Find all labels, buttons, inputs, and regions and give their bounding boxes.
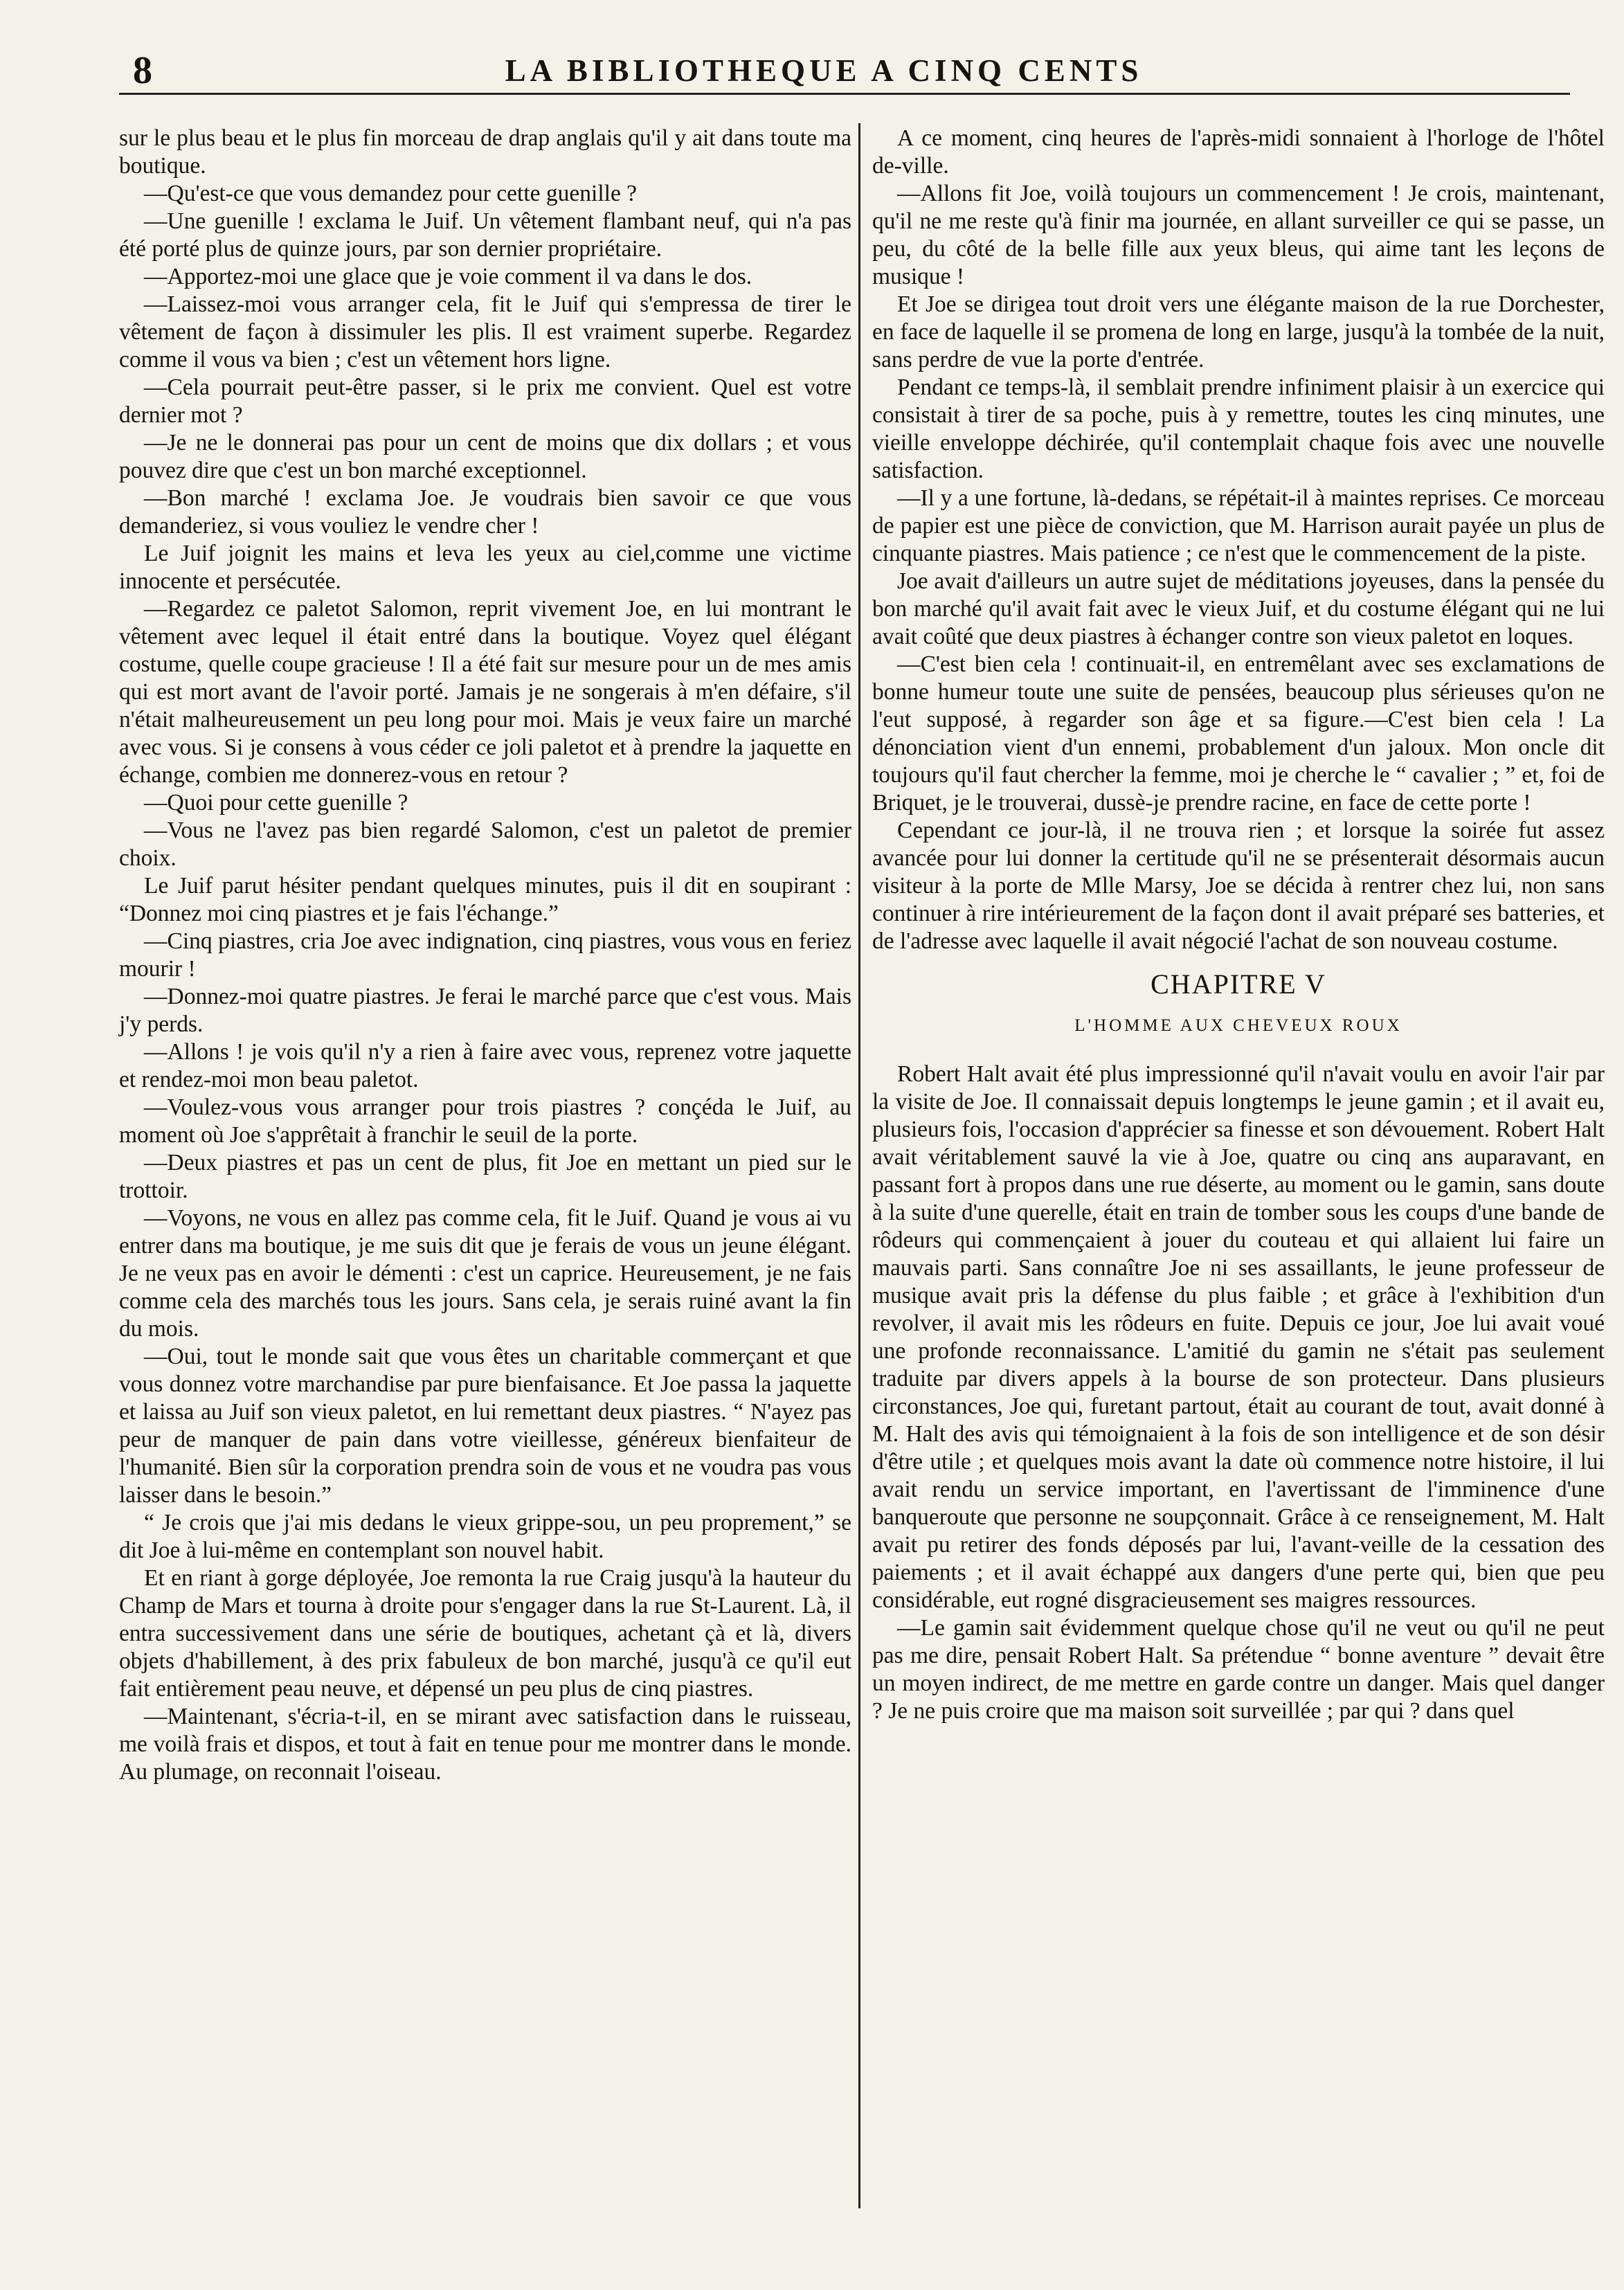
chapter-title: CHAPITRE V [1151,968,1326,1000]
paragraph: —Donnez-moi quatre piastres. Je ferai le marché parce que c'est vous. Mais j'y perds. [119,984,851,1037]
paragraph: Et Joe se dirigea tout droit vers une élégante maison de la rue Dorchester, en face de laquelle il se promena de long en large, jusqu'à la tombée de la nuit, sans perdre de vue la porte d'entrée. [872,291,1605,372]
paragraph: Et en riant à gorge déployée, Joe remonta la rue Craig jusqu'à la hauteur du Champ de Mars et tourna à droite pour s'engager dans la rue St-Laurent. Là, il entra successivement dans une série de boutiques, achetant çà et là, divers objets d'habillement, à des prix fabuleux de bon marché, jusqu'à ce qu'il eut fait entièrement peau neuve, et dépensé un peu plus de cinq piastres. [119,1565,851,1702]
paragraph: —Cela pourrait peut-être passer, si le prix me convient. Quel est votre dernier mot ? [119,375,851,428]
paragraph: —Apportez-moi une glace que je voie comment il va dans le dos. [144,264,752,289]
paragraph: —Voyons, ne vous en allez pas comme cela, fit le Juif. Quand je vous ai vu entrer dans ma boutique, je me suis dit que je ferais de vous un jeune élégant. Je ne veux pas en avoir le démenti : c'est un caprice. Heureusement, je ne fais comme cela des marchés tous les jours. Sans cela, je serais ruiné avant la fin du mois. [119,1205,851,1342]
right-column [872,125,1605,2243]
header-rule [119,93,1570,95]
paragraph: —Je ne le donnerai pas pour un cent de moins que dix dollars ; et vous pouvez dire que c'est un bon marché exceptionnel. [119,430,851,483]
paragraph: —Vous ne l'avez pas bien regardé Salomon, c'est un paletot de premier choix. [119,818,851,871]
paragraph: Le Juif joignit les mains et leva les yeux au ciel,comme une victime innocente et persécutée. [119,541,851,594]
column-divider [858,123,860,2208]
paragraph: —Allons fit Joe, voilà toujours un commencement ! Je crois, maintenant, qu'il ne me reste qu'à finir ma journée, en allant surveiller ce qui se passe, un peu, du côté de la belle fille aux yeux bleus, qui aime tant les leçons de musique ! [872,181,1605,289]
paragraph: “ Je crois que j'ai mis dedans le vieux grippe-sou, un peu proprement,” se dit Joe à lui-même en contemplant son nouvel habit. [119,1510,851,1563]
paragraph: —Une guenille ! exclama le Juif. Un vêtement flambant neuf, qui n'a pas été porté plus de quinze jours, par son dernier propriétaire. [119,208,851,262]
paragraph: —Deux piastres et pas un cent de plus, fit Joe en mettant un pied sur le trottoir. [119,1150,851,1203]
paragraph: —Qu'est-ce que vous demandez pour cette guenille ? [144,181,638,206]
paragraph: —Oui, tout le monde sait que vous êtes un charitable commerçant et que vous donnez votre marchandise par pure bienfaisance. Et Joe passa la jaquette et laissa au Juif son vieux paletot, en lui remettant deux piastres. “ N'ayez pas peur de manquer de pain dans votre vieillesse, généreux bienfaiteur de l'humanité. Bien sûr la corporation prendra soin de vous et ne voudra pas vous laisser dans le besoin.” [119,1344,851,1508]
left-column [119,125,851,2243]
paragraph: Robert Halt avait été plus impressionné qu'il n'avait voulu en avoir l'air par la visite de Joe. Il connaissait depuis longtemps le jeune gamin ; et il avait eu, plusieurs fois, l'occasion d'apprécier sa finesse et son dévouement. Robert Halt avait véritablement sauvé la vie à Joe, quatre ou cinq ans auparavant, en passant fort à propos dans une rue déserte, au moment ou le gamin, sans doute à la suite d'une querelle, était en train de tomber sous les coups d'une bande de rôdeurs qui commençaient à jouer du couteau et qui allaient lui faire un mauvais parti. Sans connaître Joe ni ses assaillants, le jeune professeur de musique avait pris la défense du plus faible ; et grâce à l'exhibition d'un revolver, il avait mis les rôdeurs en fuite. Depuis ce jour, Joe lui avait voué une profonde reconnaissance. L'amitié du gamin ne s'était pas seulement traduite par divers appels à la bourse de son protecteur. Dans plusieurs circonstances, Joe qui, furetant partout, était au courant de tout, avait donné à M. Halt des avis qui témoignaient à la fois de son intelligence et de son désir d'être utile ; et quelques mois avant la date où commence notre histoire, il lui avait rendu un service important, en l'avertissant de l'imminence d'une banqueroute que personne ne soupçonnait. Grâce à ce renseignement, M. Halt avait pu retirer des fonds déposés par lui, l'avant-veille de la cessation des paiements ; et il avait échappé aux dangers d'une perte qui, bien que peu considérable, eut rogné disgracieusement ses maigres ressources. [872,1061,1605,1613]
chapter-subtitle: L'HOMME AUX CHEVEUX ROUX [1074,1016,1402,1035]
paragraph: —Allons ! je vois qu'il n'y a rien à faire avec vous, reprenez votre jaquette et rendez-moi mon beau paletot. [119,1039,851,1092]
paragraph: A ce moment, cinq heures de l'après-midi sonnaient à l'horloge de l'hôtel de-ville. [872,125,1605,179]
paragraph: —Voulez-vous vous arranger pour trois piastres ? conçéda le Juif, au moment où Joe s'apprêtait à franchir le seuil de la porte. [119,1094,851,1148]
paragraph: —Laissez-moi vous arranger cela, fit le Juif qui s'empressa de tirer le vêtement de façon à dissimuler les plis. Il est vraiment superbe. Regardez comme il vous va bien ; c'est un vêtement hors ligne. [119,291,851,372]
paragraph: Joe avait d'ailleurs un autre sujet de méditations joyeuses, dans la pensée du bon marché qu'il avait fait avec le vieux Juif, et du costume élégant qui ne lui avait coûté que deux piastres à échanger contre son vieux paletot en loques. [872,568,1605,649]
paragraph: sur le plus beau et le plus fin morceau de drap anglais qu'il y ait dans toute ma boutique. [119,125,851,179]
paragraph: —Le gamin sait évidemment quelque chose qu'il ne veut ou qu'il ne peut pas me dire, pensait Robert Halt. Sa prétendue “ bonne aventure ” devait être un moyen indirect, de me mettre en garde contre un danger. Mais quel danger ? Je ne puis croire que ma maison soit surveillée ; par qui ? dans quel [872,1615,1605,1724]
paragraph: —Regardez ce paletot Salomon, reprit vivement Joe, en lui montrant le vêtement avec lequel il était entré dans la boutique. Voyez quel élégant costume, quelle coupe gracieuse ! Il a été fait sur mesure pour un de mes amis qui est mort avant de l'avoir porté. Jamais je ne songerais à m'en défaire, s'il n'était malheureusement un peu long pour moi. Mais je veux faire un marché avec vous. Si je consens à vous céder ce joli paletot et à prendre la jaquette en échange, combien me donnerez-vous en retour ? [119,596,851,788]
paragraph: —Il y a une fortune, là-dedans, se répétait-il à maintes reprises. Ce morceau de papier est une pièce de conviction, que M. Harrison aurait payée un plus de cinquante piastres. Mais patience ; ce n'est que le commencement de la piste. [872,485,1605,566]
paragraph: Cependant ce jour-là, il ne trouva rien ; et lorsque la soirée fut assez avancée pour lui donner la certitude qu'il ne se présenterait désormais aucun visiteur à la porte de Mlle Marsy, Joe se décida à rentrer chez lui, non sans continuer à rire intérieurement de la façon dont il avait préparé ses batteries, et de l'adresse avec laquelle il avait négocié l'achat de son nouveau costume. [872,818,1605,954]
running-title: LA BIBLIOTHEQUE A CINQ CENTS [505,53,1143,88]
paragraph: —C'est bien cela ! continuait-il, en entremêlant avec ses exclamations de bonne humeur toute une suite de pensées, beaucoup plus sérieuses qu'on ne l'eut supposé, à regarder son âge et sa figure.—C'est bien cela ! La dénonciation vient d'un ennemi, probablement d'un jaloux. Mon oncle dit toujours qu'il faut chercher la femme, moi je cherche le “ cavalier ; ” et, foi de Briquet, je le trouverai, dussè-je prendre racine, en face de cette porte ! [872,651,1605,815]
page-number: 8 [133,49,152,92]
page-header [90,43,1558,98]
paragraph: —Bon marché ! exclama Joe. Je voudrais bien savoir ce que vous demanderiez, si vous vouliez le vendre cher ! [119,485,851,539]
paragraph: Le Juif parut hésiter pendant quelques minutes, puis il dit en soupirant : “Donnez moi cinq piastres et je fais l'échange.” [119,873,851,926]
paragraph: —Maintenant, s'écria-t-il, en se mirant avec satisfaction dans le ruisseau, me voilà frais et dispos, et tout à fait en tenue pour me montrer dans le monde. Au plumage, on reconnait l'oiseau. [119,1704,851,1785]
paragraph: —Cinq piastres, cria Joe avec indignation, cinq piastres, vous vous en feriez mourir ! [119,928,851,982]
paragraph: —Quoi pour cette guenille ? [144,790,408,815]
paragraph: Pendant ce temps-là, il semblait prendre infiniment plaisir à un exercice qui consistait à tirer de sa poche, puis à y remettre, toutes les cinq minutes, une vieille enveloppe déchirée, qu'il contemplait chaque fois avec une nouvelle satisfaction. [872,375,1605,483]
